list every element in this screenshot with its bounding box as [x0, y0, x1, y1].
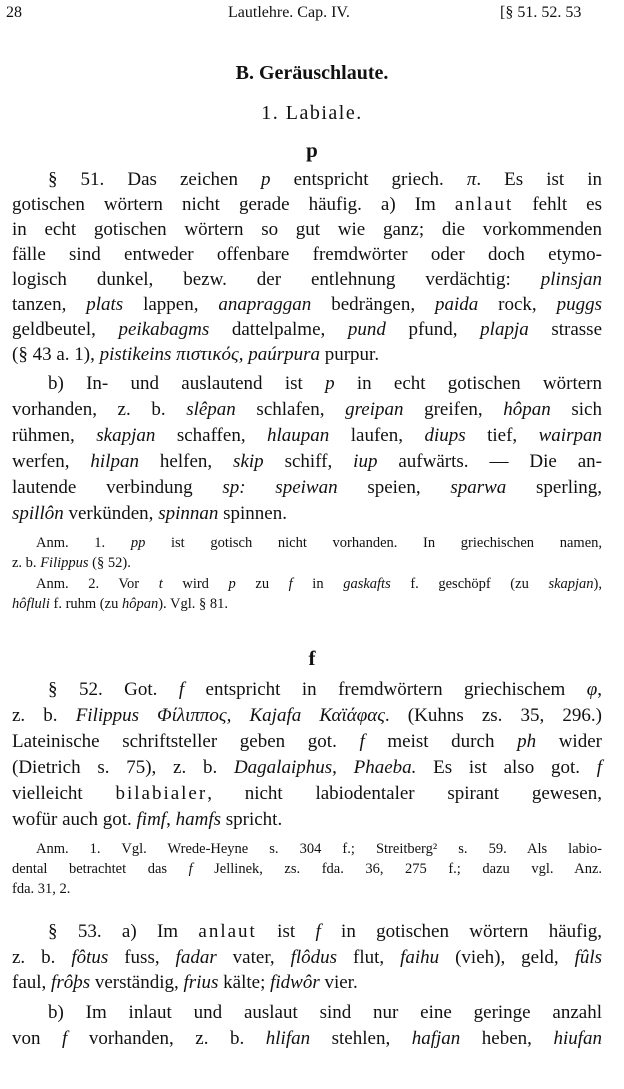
italic-word: flôdus [290, 947, 338, 968]
italic-word: fôtus [71, 947, 109, 968]
italic-word: f [62, 1028, 68, 1049]
text-segment: logisch dunkel, bezw. der entlehnung verdächtig: [12, 269, 541, 290]
text-segment: schiff, [263, 451, 354, 472]
text-segment: , [332, 757, 354, 778]
text-segment: verkünden, [63, 503, 159, 524]
text-line [12, 946, 602, 970]
text-segment: z. b. [12, 555, 41, 571]
text-line [36, 533, 602, 553]
text-segment: Lateinische schriftsteller geben got. [12, 731, 360, 752]
italic-word: f [315, 921, 321, 942]
spaced-word: bilabialer [115, 783, 208, 804]
text-line [48, 372, 602, 396]
text-segment: b) Im inlaut und auslaut sind nur eine geringe anzahl [48, 1002, 602, 1023]
italic-word: Phaeba. [353, 757, 417, 778]
italic-word: Dagalaiphus [233, 757, 333, 778]
italic-word: frôþs [51, 972, 91, 993]
text-segment: dental betrachtet das [12, 861, 189, 877]
italic-word: slêpan [186, 399, 236, 420]
text-segment: in echt gotischen wörtern so gut wie ganz; die vorkommenden [12, 219, 602, 240]
text-segment: strasse [528, 319, 602, 340]
text-segment: meist durch [364, 731, 518, 752]
italic-word: sp: speiwan [222, 477, 338, 498]
italic-word: f [596, 757, 603, 778]
text-segment: f. ruhm (zu [49, 596, 122, 612]
italic-word: π [466, 169, 477, 190]
text-segment: § 52. Got. [48, 679, 179, 700]
text-segment: z. b. [12, 947, 72, 968]
text-segment: pfund, [385, 319, 481, 340]
text-line [12, 268, 602, 292]
text-line [12, 193, 602, 217]
text-line [12, 553, 602, 573]
italic-word: fadar [175, 947, 217, 968]
italic-word: skapjan [96, 425, 156, 446]
text-segment: sich [550, 399, 602, 420]
part-heading: B. Geräuschlaute. [235, 62, 389, 84]
italic-word: faihu [400, 947, 440, 968]
text-segment: vorhanden, z. b. [12, 399, 187, 420]
spaced-word: anlaut [198, 921, 257, 942]
italic-word: p [261, 169, 271, 190]
text-segment: . (Kuhns zs. 35, 296.) [384, 705, 603, 726]
section-range: [§ 51. 52. 53 [500, 4, 582, 21]
text-segment: wider [536, 731, 602, 752]
text-segment: fehlt es [513, 194, 602, 215]
text-segment: kälte; [218, 972, 271, 993]
italic-word: fûls [574, 947, 603, 968]
spaced-word: anlaut [454, 194, 514, 215]
italic-word: hlifan [265, 1028, 311, 1049]
text-segment: spinnen. [218, 503, 287, 524]
text-segment: rühmen, [12, 425, 97, 446]
text-segment: werfen, [12, 451, 91, 472]
italic-word: skapjan [548, 576, 594, 592]
subheading-p: p [306, 138, 318, 162]
text-segment: heben, [460, 1028, 554, 1049]
italic-word: hôpan [503, 399, 551, 420]
italic-word: puggs [556, 294, 602, 315]
running-title: Lautlehre. Cap. IV. [228, 4, 350, 21]
italic-word: anapraggan [218, 294, 312, 315]
text-segment: , [597, 679, 602, 700]
text-line [12, 243, 602, 267]
text-segment: entspricht griech. [270, 169, 467, 190]
text-segment: vorhanden, z. b. [67, 1028, 266, 1049]
italic-word: paida [434, 294, 479, 315]
italic-word: pund [347, 319, 386, 340]
text-segment: lappen, [123, 294, 219, 315]
italic-word: peikabagms [118, 319, 210, 340]
text-segment: gotischen wörtern nicht gerade häufig. a) Im [12, 194, 455, 215]
text-segment: flut, [337, 947, 401, 968]
page-number: 28 [6, 4, 22, 21]
text-segment: zu [235, 576, 289, 592]
text-segment: entspricht in fremdwörtern griechischem [184, 679, 587, 700]
text-segment: b) In- und auslautend ist [48, 373, 326, 394]
text-segment: aufwärts. — Die an- [377, 451, 602, 472]
text-segment: Jellinek, zs. fda. 36, 275 f.; dazu vgl. Anz. [192, 861, 602, 877]
italic-word: hamfs [175, 809, 221, 830]
text-segment: vier. [319, 972, 358, 993]
text-segment: tief, [465, 425, 539, 446]
text-segment: , nicht labiodentaler spirant gewesen, [207, 783, 602, 804]
text-segment: § 53. a) Im [48, 921, 199, 942]
italic-word: hlaupan [267, 425, 330, 446]
text-line [48, 1001, 602, 1025]
text-segment: spricht. [221, 809, 283, 830]
italic-word: spillôn [12, 503, 64, 524]
text-segment: (Dietrich s. 75), z. b. [12, 757, 234, 778]
text-line [12, 293, 602, 317]
text-segment: Anm. 1. [36, 535, 131, 551]
italic-word: gaskafts [343, 576, 391, 592]
text-segment: laufen, [329, 425, 425, 446]
text-segment: Anm. 1. Vgl. Wrede-Heyne s. 304 f.; Streitberg² s. 59. Als labio- [36, 841, 602, 857]
text-segment: stehlen, [310, 1028, 412, 1049]
italic-word: greipan [345, 399, 404, 420]
italic-word: hôpan [121, 596, 159, 612]
italic-word: spinnan [158, 503, 219, 524]
text-line [12, 879, 602, 899]
italic-word: fimf [136, 809, 167, 830]
text-segment: vielleicht [12, 783, 116, 804]
text-line [12, 971, 602, 995]
italic-word: Filippus Φίλιππος, Kajafa Καϊάφας [75, 705, 385, 726]
text-segment: in [292, 576, 344, 592]
text-segment: schaffen, [155, 425, 268, 446]
italic-word: plats [86, 294, 124, 315]
text-segment: fda. 31, 2. [12, 881, 71, 897]
italic-word: plapja [480, 319, 529, 340]
text-segment: (§ 52). [88, 555, 131, 571]
text-segment: fuss, [108, 947, 176, 968]
text-segment: . Es ist in [476, 169, 603, 190]
chapter-heading: 1. Labiale. [261, 102, 363, 124]
text-segment: lautende verbindung [12, 477, 223, 498]
text-segment: vater, [216, 947, 291, 968]
text-segment: ), [593, 576, 603, 592]
italic-word: hôfluli [12, 596, 50, 612]
italic-word: diups [424, 425, 466, 446]
italic-word: hafjan [411, 1028, 461, 1049]
text-line [12, 756, 602, 780]
text-segment: , [166, 809, 176, 830]
text-line [12, 398, 602, 422]
text-segment: in gotischen wörtern häufig, [320, 921, 602, 942]
italic-word: f [178, 679, 185, 700]
text-line [12, 808, 602, 832]
text-segment: (§ 43 a. 1), [12, 344, 100, 365]
text-segment: dattelpalme, [209, 319, 348, 340]
italic-word: Filippus [40, 555, 89, 571]
text-line [48, 678, 602, 702]
italic-word: wairpan [538, 425, 602, 446]
italic-word: ph [517, 731, 537, 752]
text-segment: von [12, 1028, 63, 1049]
text-line [12, 1027, 602, 1051]
italic-word: t [158, 576, 163, 592]
italic-word: f [188, 861, 193, 877]
subheading-f: f [308, 646, 316, 670]
italic-word: fidwôr [270, 972, 320, 993]
text-line [12, 343, 602, 367]
italic-word: f [288, 576, 293, 592]
italic-word: skip [233, 451, 264, 472]
text-line [12, 476, 602, 500]
text-segment: helfen, [138, 451, 234, 472]
text-line [36, 574, 602, 594]
text-line [48, 168, 602, 192]
italic-word: plinsjan [540, 269, 602, 290]
italic-word: p [325, 373, 335, 394]
text-segment: f. geschöpf (zu [390, 576, 549, 592]
text-segment: ist gotisch nicht vorhanden. In griechischen namen, [145, 535, 602, 551]
text-line [48, 920, 602, 944]
italic-word: pistikeins πιστικός, paúrpura [99, 344, 320, 365]
text-segment: § 51. Das zeichen [48, 169, 262, 190]
text-segment: tanzen, [12, 294, 87, 315]
italic-word: hilpan [90, 451, 139, 472]
text-line [12, 704, 602, 728]
text-segment: Anm. 2. Vor [36, 576, 159, 592]
text-segment: in echt gotischen wörtern [334, 373, 602, 394]
text-line [12, 424, 602, 448]
italic-word: φ [586, 679, 598, 700]
italic-word: iup [353, 451, 378, 472]
text-segment: wofür auch got. [12, 809, 137, 830]
text-segment: schlafen, [235, 399, 346, 420]
text-segment: sperling, [506, 477, 603, 498]
text-line [12, 594, 602, 614]
text-segment: wird [162, 576, 229, 592]
text-line [12, 859, 602, 879]
text-segment: (vieh), geld, [439, 947, 575, 968]
text-segment: fälle sind entweder offenbare fremdwörter oder doch etymo- [12, 244, 602, 265]
text-line [12, 218, 602, 242]
text-segment: faul, [12, 972, 52, 993]
text-segment: ist [256, 921, 316, 942]
text-segment: greifen, [403, 399, 504, 420]
italic-word: frius [183, 972, 219, 993]
text-segment: ). Vgl. § 81. [158, 596, 229, 612]
text-line [12, 730, 602, 754]
italic-word: hiufan [553, 1028, 602, 1049]
text-line [12, 502, 602, 526]
text-line [12, 318, 602, 342]
text-segment: verständig, [90, 972, 184, 993]
text-line [12, 782, 602, 806]
text-segment: purpur. [319, 344, 380, 365]
italic-word: pp [130, 535, 146, 551]
text-segment: geldbeutel, [12, 319, 119, 340]
text-segment: speien, [337, 477, 451, 498]
text-line [12, 450, 602, 474]
italic-word: sparwa [450, 477, 507, 498]
text-segment: rock, [478, 294, 557, 315]
text-segment: z. b. [12, 705, 76, 726]
text-line [36, 839, 602, 859]
text-segment: Es ist also got. [416, 757, 597, 778]
italic-word: p [228, 576, 236, 592]
text-segment: bedrängen, [311, 294, 435, 315]
italic-word: f [359, 731, 365, 752]
